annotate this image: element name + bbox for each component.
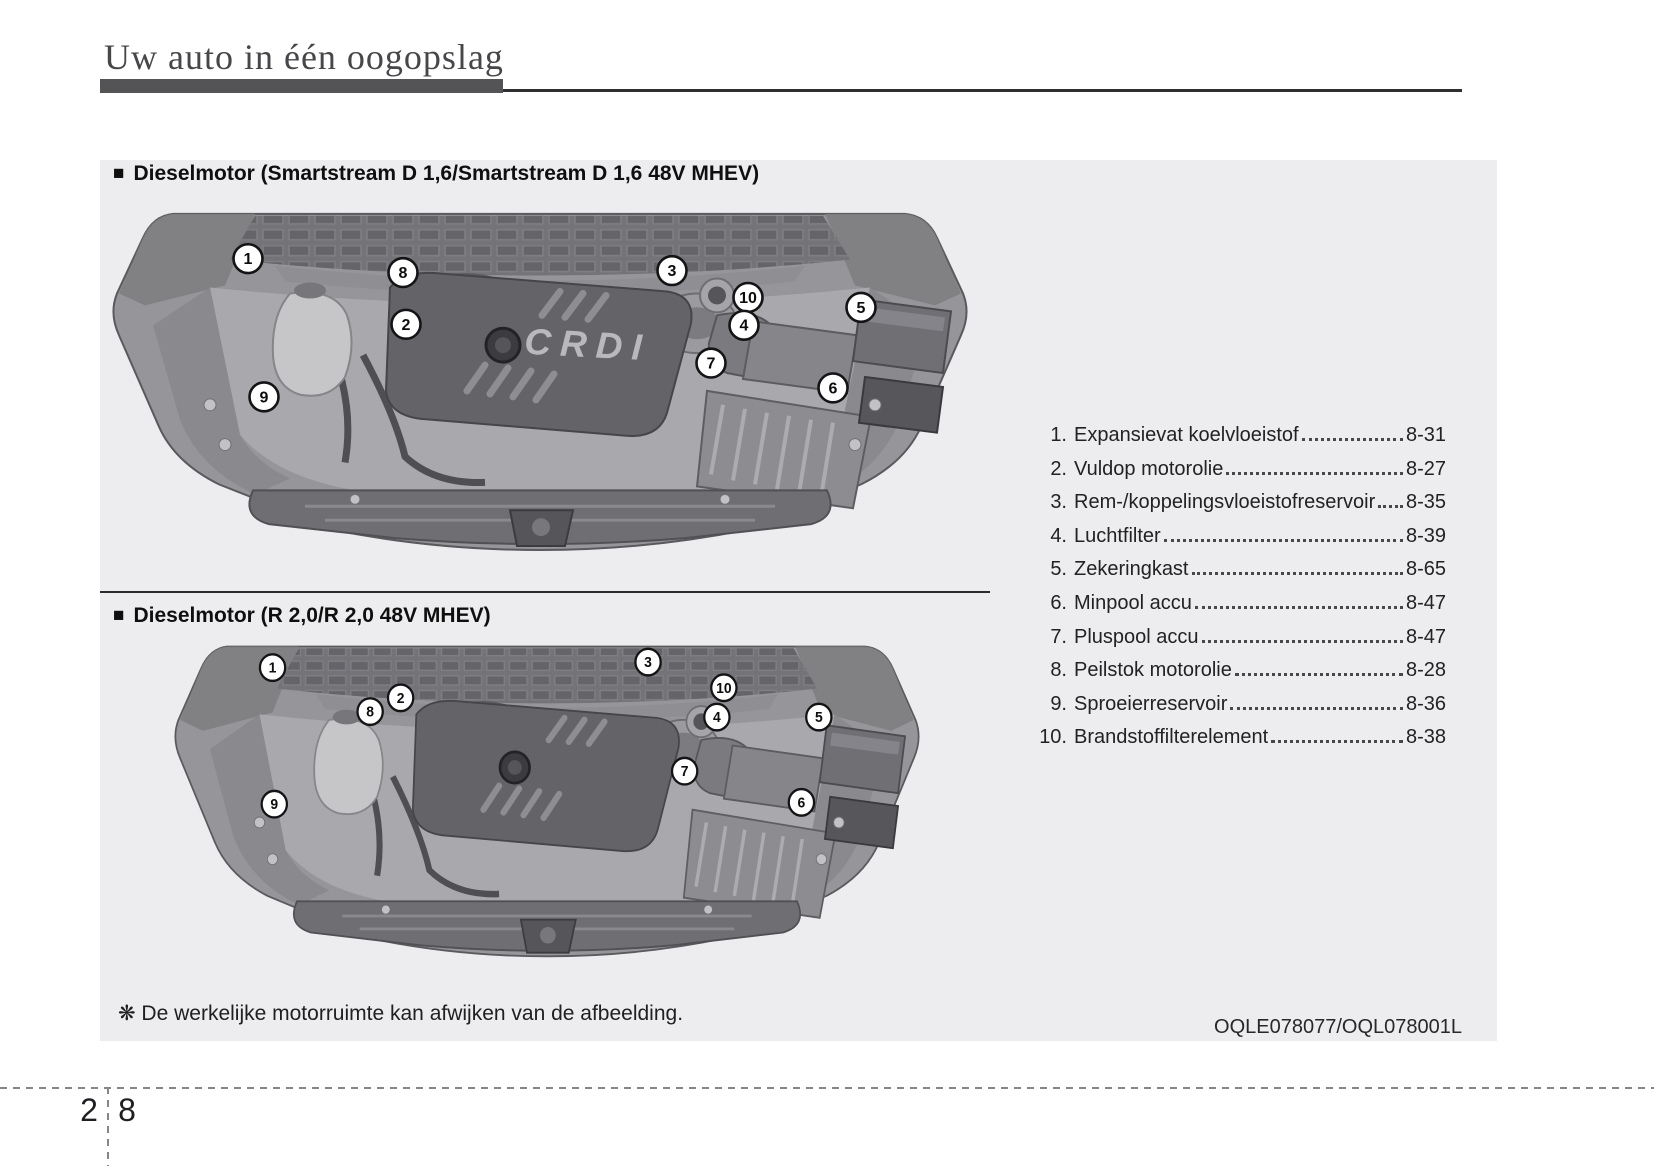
callout-10 — [711, 674, 736, 701]
svg-text:8: 8 — [366, 704, 375, 721]
legend-item-number: 9. — [1050, 692, 1067, 715]
callout-2 — [392, 310, 421, 339]
svg-text:4: 4 — [713, 709, 721, 727]
svg-text:8: 8 — [398, 265, 408, 283]
callout-10 — [734, 283, 763, 312]
legend-item-number: 5. — [1050, 558, 1067, 581]
legend-dot-leader — [1302, 438, 1403, 441]
engine-diagram-smartstream-d16 — [105, 196, 975, 554]
svg-text:1: 1 — [243, 251, 253, 269]
svg-text:6: 6 — [797, 795, 806, 812]
section-title-diesel-16 — [113, 162, 759, 186]
page-title: Uw auto in één oogopslag — [104, 37, 504, 77]
legend-item-number: 1. — [1050, 424, 1067, 446]
svg-text:7: 7 — [680, 763, 689, 781]
legend-item — [1038, 726, 1446, 760]
svg-text:3: 3 — [667, 263, 677, 281]
callout-8 — [358, 698, 383, 725]
callout-3 — [635, 649, 660, 676]
legend-dot-leader — [1271, 740, 1403, 743]
svg-text:7: 7 — [706, 355, 716, 373]
callout-1 — [234, 244, 263, 273]
svg-text:5: 5 — [856, 299, 866, 317]
legend-dot-leader — [1230, 707, 1403, 710]
image-code: OQLE078077/OQL078001L — [1214, 1016, 1462, 1038]
square-bullet-icon: ■ — [113, 605, 125, 626]
callout-9 — [262, 791, 287, 818]
legend-item-page-ref: 8-47 — [1405, 625, 1446, 648]
square-bullet-icon: ■ — [113, 163, 125, 184]
legend-item-label: Sproeierreservoir — [1074, 692, 1228, 715]
legend-item-label: Vuldop motorolie — [1074, 457, 1224, 480]
legend-item-page-ref: 8-36 — [1405, 692, 1446, 715]
legend-item-label: Zekeringkast — [1074, 558, 1189, 581]
callout-5 — [806, 704, 831, 731]
svg-text:2: 2 — [401, 316, 411, 334]
legend-item — [1038, 525, 1446, 559]
legend-item — [1038, 424, 1446, 458]
legend-item — [1038, 458, 1446, 492]
legend-item-label: Peilstok motorolie — [1074, 659, 1232, 682]
callout-5 — [847, 293, 876, 322]
legend-dot-leader — [1378, 505, 1403, 508]
callout-8 — [389, 258, 418, 287]
svg-text:9: 9 — [270, 796, 279, 814]
header-rule — [503, 89, 1462, 92]
legend-item-page-ref: 8-65 — [1405, 558, 1446, 581]
page-number-page: 8 — [118, 1092, 136, 1128]
legend-item-page-ref: 8-27 — [1405, 457, 1446, 480]
legend-item — [1038, 558, 1446, 592]
callout-7 — [697, 349, 726, 378]
legend-item — [1038, 491, 1446, 525]
section-title-text: Dieselmotor (Smartstream D 1,6/Smartstream D 1,6 48V MHEV) — [133, 162, 760, 185]
legend-item-page-ref: 8-28 — [1405, 659, 1446, 682]
callout-6 — [789, 789, 814, 816]
legend-item — [1038, 592, 1446, 626]
svg-text:4: 4 — [739, 317, 749, 335]
callout-1 — [260, 654, 285, 681]
svg-text:10: 10 — [716, 680, 732, 697]
engine-diagram-r20 — [168, 630, 926, 960]
legend-item-number: 2. — [1050, 457, 1067, 480]
legend-dot-leader — [1235, 673, 1403, 676]
crop-mark-horizontal — [0, 1087, 1654, 1089]
legend-item-label: Luchtfilter — [1074, 524, 1161, 547]
footnote: ❋ De werkelijke motorruimte kan afwijken van de afbeelding. — [118, 1002, 684, 1025]
legend-dot-leader — [1202, 640, 1403, 643]
svg-text:5: 5 — [814, 709, 823, 727]
legend-item-label: Pluspool accu — [1074, 625, 1199, 648]
legend-dot-leader — [1164, 539, 1403, 542]
svg-text:10: 10 — [739, 289, 757, 307]
svg-text:3: 3 — [644, 654, 652, 672]
engine-cover-label: CRDI — [523, 320, 652, 369]
callout-9 — [250, 382, 279, 411]
crop-mark-vertical — [107, 1087, 109, 1166]
legend-item — [1038, 626, 1446, 660]
legend-item-number: 3. — [1050, 491, 1067, 514]
callout-2 — [388, 685, 413, 712]
legend-item-label: Brandstoffilterelement — [1074, 726, 1269, 749]
legend-item-page-ref: 8-35 — [1405, 491, 1446, 514]
callout-4 — [704, 704, 729, 731]
svg-text:6: 6 — [828, 380, 838, 398]
legend-item-number: 7. — [1050, 625, 1067, 648]
page-number-chapter: 2 — [80, 1092, 98, 1128]
legend-item — [1038, 659, 1446, 693]
callout-6 — [819, 374, 848, 403]
section-divider — [100, 591, 990, 593]
callout-4 — [730, 311, 759, 340]
svg-text:2: 2 — [396, 690, 405, 707]
legend-item — [1038, 693, 1446, 727]
callout-3 — [658, 256, 687, 285]
legend-dot-leader — [1192, 572, 1403, 575]
legend-item-page-ref: 8-31 — [1405, 424, 1446, 446]
svg-text:1: 1 — [268, 660, 277, 677]
legend-item-label: Minpool accu — [1074, 591, 1192, 614]
legend-list — [1038, 424, 1446, 760]
legend-item-page-ref: 8-38 — [1405, 726, 1446, 749]
section-title-text: Dieselmotor (R 2,0/R 2,0 48V MHEV) — [133, 604, 491, 627]
legend-item-number: 6. — [1050, 591, 1067, 614]
legend-dot-leader — [1195, 606, 1403, 609]
legend-item-number: 10. — [1039, 726, 1067, 749]
legend-item-page-ref: 8-47 — [1405, 591, 1446, 614]
legend-item-number: 8. — [1050, 659, 1067, 682]
legend-item-page-ref: 8-39 — [1405, 524, 1446, 547]
legend-item-number: 4. — [1050, 524, 1067, 547]
svg-text:9: 9 — [259, 389, 269, 407]
legend-item-label: Rem-/koppelingsvloeistofreservoir — [1074, 491, 1376, 514]
header-bar — [100, 79, 503, 93]
legend-dot-leader — [1226, 472, 1403, 475]
legend-item-label: Expansievat koelvloeistof — [1074, 424, 1299, 446]
callout-7 — [672, 758, 697, 785]
section-title-diesel-20 — [113, 604, 491, 628]
